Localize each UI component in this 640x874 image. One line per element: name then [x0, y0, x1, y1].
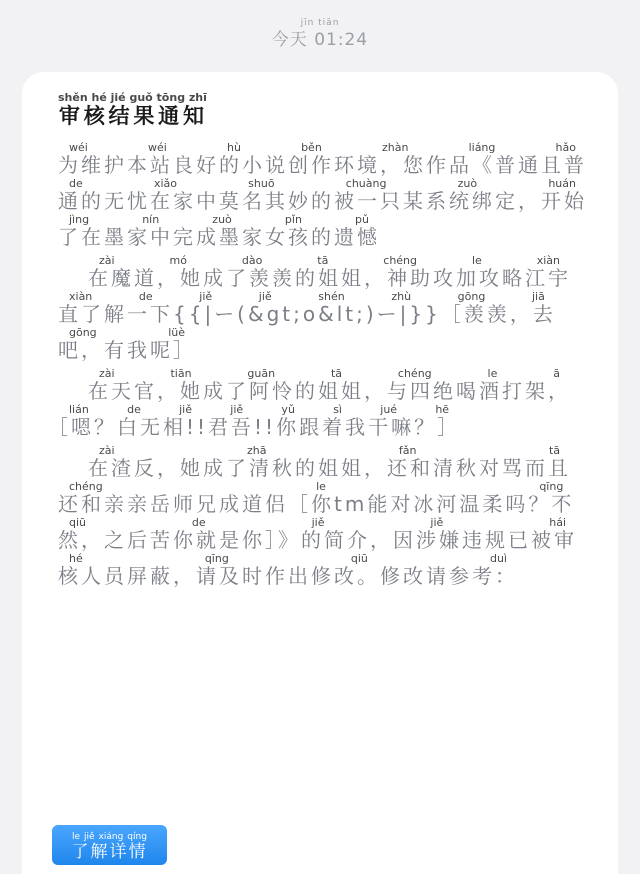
title-text: 审核结果通知 — [58, 104, 207, 128]
notification-title: 审核结果通知shěn hé jié guǒ tōng zhī — [58, 91, 207, 128]
learn-more-button[interactable]: 了解详情le jiě xiáng qíng — [52, 825, 167, 865]
learn-more-label: 了解详情 — [71, 841, 148, 861]
notification-content — [34, 92, 594, 594]
notification-body — [34, 142, 594, 594]
paragraph-text: 在魔道，她成了羡羡的姐姐，神助攻加攻略江宇直了解一下{{|ー(&gt;o&lt;)ー|}}［羡羡，去吧，有我呢］ — [58, 266, 571, 362]
paragraph-text: 在渣反，她成了清秋的姐姐，还和清秋对骂而且还和亲亲岳师兄成道侣［你tm能对冰河温柔吗？不然，之后苦你就是你］》的简介，因涉嫌违规已被审核人员屏蔽，请及时作出修改。修改请参考： — [58, 456, 577, 588]
timestamp-time: 今天 01:24 — [271, 30, 369, 50]
body-paragraph-2: 在魔道，她成了羡羡的姐姐，神助攻加攻略江宇直了解一下{{|ー(&gt;o&lt;)ー|}}［羡羡，去吧，有我呢］zài mó dào tā chéng le xiàn xiàn de jiě jiě shén zhù gōng jiā gōng lüè — [58, 254, 571, 362]
body-paragraph-3: 在天官，她成了阿怜的姐姐，与四绝喝酒打架，［嗯？白无相!!君吾!!你跟着我干嘛？］zài tiān guān tā chéng le ā lián de jiě jiě yǔ sì jué hē — [58, 367, 571, 439]
body-paragraph-4: 在渣反，她成了清秋的姐姐，还和清秋对骂而且还和亲亲岳师兄成道侣［你tm能对冰河温柔吗？不然，之后苦你就是你］》的简介，因涉嫌违规已被审核人员屏蔽，请及时作出修改。修改请参考：zài zhā fǎn tā chéng le qīng qiū de jiě jiě hái hé qīng qiū duì — [58, 444, 577, 588]
paragraph-text: 为维护本站良好的小说创作环境，您作品《普通且普通的无忧在家中莫名其妙的被一只某系统绑定，开始了在墨家中完成墨家女孩的遗憾 — [58, 153, 587, 249]
paragraph-text: 在天官，她成了阿怜的姐姐，与四绝喝酒打架，［嗯？白无相!!君吾!!你跟着我干嘛？］ — [58, 379, 571, 439]
timestamp-pinyin: jīn tiān — [300, 18, 340, 28]
message-timestamp — [0, 18, 640, 51]
body-paragraph-1: 为维护本站良好的小说创作环境，您作品《普通且普通的无忧在家中莫名其妙的被一只某系统绑定，开始了在墨家中完成墨家女孩的遗憾wéi wéi hù běn zhàn liáng hǎo de xiǎo shuō chuàng zuò huán jìng nín zuò pǐn pǔ — [58, 141, 587, 249]
